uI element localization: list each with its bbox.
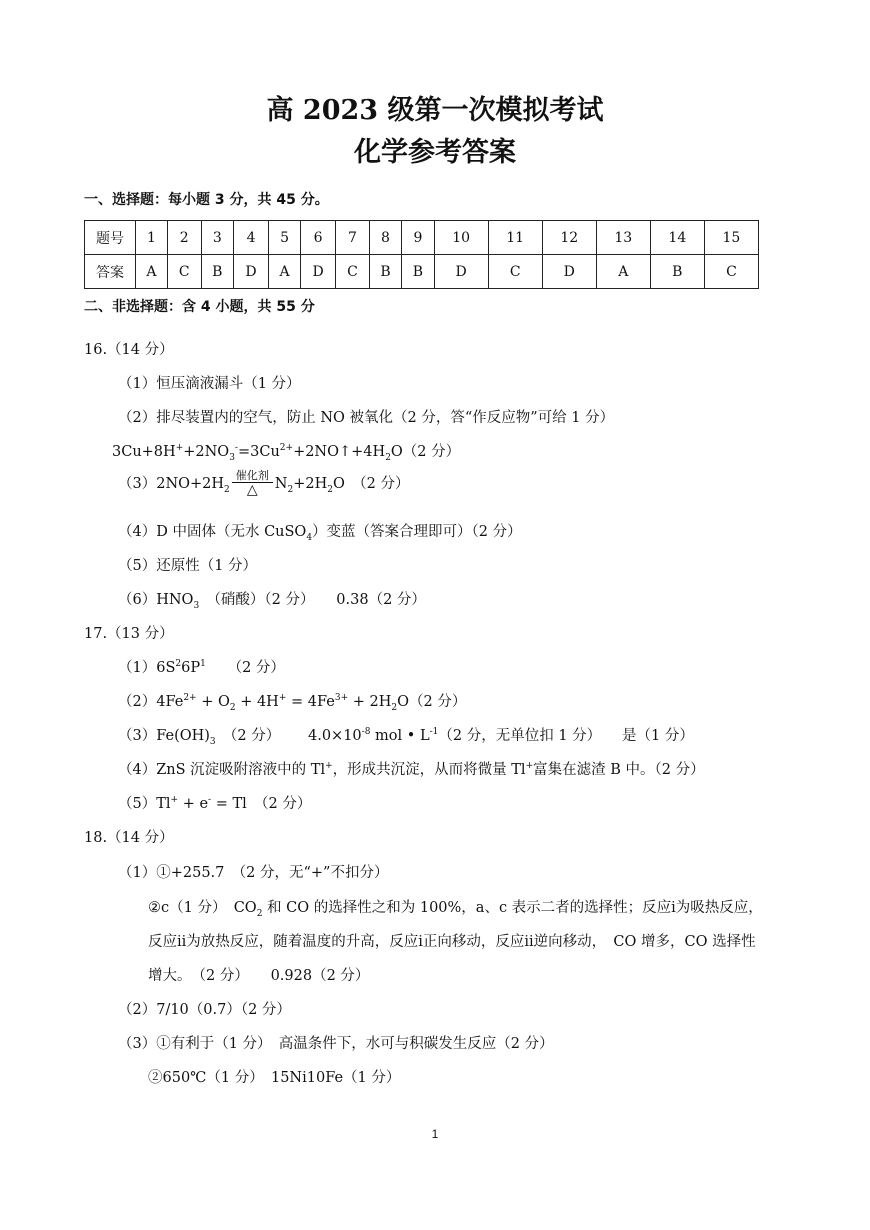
- question-number-cell: 14: [650, 221, 704, 255]
- catalyst-arrow: $\frac{\text{催化剂}}{\triangle}$: [232, 470, 273, 498]
- question-number-cell: 11: [488, 221, 542, 255]
- q17-part3-judge: 是（1 分）: [622, 728, 694, 744]
- question-number-cell: 15: [704, 221, 758, 255]
- answer-cell: C: [488, 255, 542, 289]
- q17-heading: 17.（13 分）: [84, 626, 174, 642]
- q16-part4: （4）D 中固体（无水 CuSO$_4$）变蓝（答案合理即可）（2 分）: [118, 524, 522, 543]
- answer-cell: A: [136, 255, 168, 289]
- table-row-label: 题号: [85, 221, 136, 255]
- answer-table: [84, 220, 759, 289]
- q17-part3-value: $4.0\times 10^{-8}$ mol • $L^{-1}(2$ 分，无单位扣 1 分）: [308, 727, 602, 744]
- answer-cell: B: [201, 255, 233, 289]
- q16-part1: （1）恒压滴液漏斗（1 分）: [118, 376, 301, 392]
- question-number-cell: 8: [369, 221, 401, 255]
- answer-cell: C: [336, 255, 370, 289]
- answer-cell: C: [704, 255, 758, 289]
- question-number-cell: 10: [434, 221, 488, 255]
- answer-cell: A: [596, 255, 650, 289]
- question-number-cell: 12: [542, 221, 596, 255]
- question-number-cell: 2: [167, 221, 201, 255]
- q18-part1: （1）①+255.7 （2 分，无“+”不扣分）: [118, 865, 389, 881]
- q18-part3-2: ②650℃（1 分） 15Ni10Fe（1 分）: [148, 1070, 401, 1086]
- q16-part5: （5）还原性（1 分）: [118, 558, 258, 574]
- q17-part4: （4）ZnS 沉淀吸附溶液中的 Tl+，形成共沉淀，从而将微量 Tl+富集在滤渣 B 中。（2 分）: [118, 761, 705, 778]
- q17-part3: $(3)Fe(OH)_3$ （2 分）: [118, 728, 281, 747]
- page-number: 1: [431, 1127, 439, 1141]
- answer-cell: A: [269, 255, 301, 289]
- q16-equation: $3Cu+8H^++2NO_3^-=3Cu^{2+}+2NO↑+4H_2O(2$ 分）: [112, 443, 461, 463]
- q18-heading: 18.（14 分）: [84, 830, 174, 846]
- q17-part5: （5）Tl+ + e- = Tl （2 分）: [118, 795, 312, 812]
- question-number-cell: 5: [269, 221, 301, 255]
- answer-cell: B: [650, 255, 704, 289]
- question-number-cell: 6: [301, 221, 336, 255]
- question-number-cell: 3: [201, 221, 233, 255]
- answer-cell: D: [301, 255, 336, 289]
- answer-cell: C: [167, 255, 201, 289]
- question-number-cell: 13: [596, 221, 650, 255]
- q18-part1-2-cont: 反应ii为放热反应，随着温度的升高，反应i正向移动，反应ii逆向移动， CO 增多，CO 选择性: [148, 934, 756, 950]
- q18-part2: （2）7/10（0.7）（2 分）: [118, 1002, 291, 1018]
- answer-cell: D: [233, 255, 268, 289]
- question-number-cell: 4: [233, 221, 268, 255]
- question-number-cell: 9: [402, 221, 434, 255]
- q17-part2: $(2)4Fe^{2+} + O_2 + 4H^+ = 4Fe^{3+} + 2H_2O(2$ 分）: [118, 693, 467, 713]
- answer-cell: D: [434, 255, 488, 289]
- q17-part1: $(1)6S^26P^1$ （2 分）: [118, 659, 285, 676]
- q16-part2: （2）排尽装置内的空气，防止 NO 被氧化（2 分，答“作反应物”可给 1 分）: [118, 410, 615, 426]
- section1-heading: 一、选择题：每小题 3 分，共 45 分。: [84, 192, 329, 208]
- section2-heading: 二、非选择题：含 4 小题，共 55 分: [84, 299, 315, 315]
- q16-heading: 16.（14 分）: [84, 342, 174, 358]
- page-subtitle: 化学参考答案: [354, 137, 516, 168]
- q16-part3: $(3)2NO+2H_2$ $\frac{\text{催化剂}}{\triangle}$ $N_2+2H_2O$ （2 分）: [118, 469, 410, 498]
- q16-part6: $(6)HNO_3$ （硝酸）（2 分） 0.38（2 分）: [118, 592, 426, 611]
- q18-part3: （3）①有利于（1 分） 高温条件下，水可与积碳发生反应（2 分）: [118, 1036, 554, 1052]
- answer-cell: D: [542, 255, 596, 289]
- question-number-cell: 1: [136, 221, 168, 255]
- q18-part1-2-end: 增大。 （2 分） 0.928（2 分）: [148, 968, 370, 984]
- answer-cell: B: [402, 255, 434, 289]
- question-number-cell: 7: [336, 221, 370, 255]
- q18-part1-2: ②c（1 分） $CO_2$ 和 CO 的选择性之和为 100%，a、c 表示二者的选择性；反应i为吸热反应，: [148, 900, 763, 919]
- page-title: 高 2023 级第一次模拟考试: [266, 95, 604, 126]
- answer-cell: B: [369, 255, 401, 289]
- table-row-label: 答案: [85, 255, 136, 289]
